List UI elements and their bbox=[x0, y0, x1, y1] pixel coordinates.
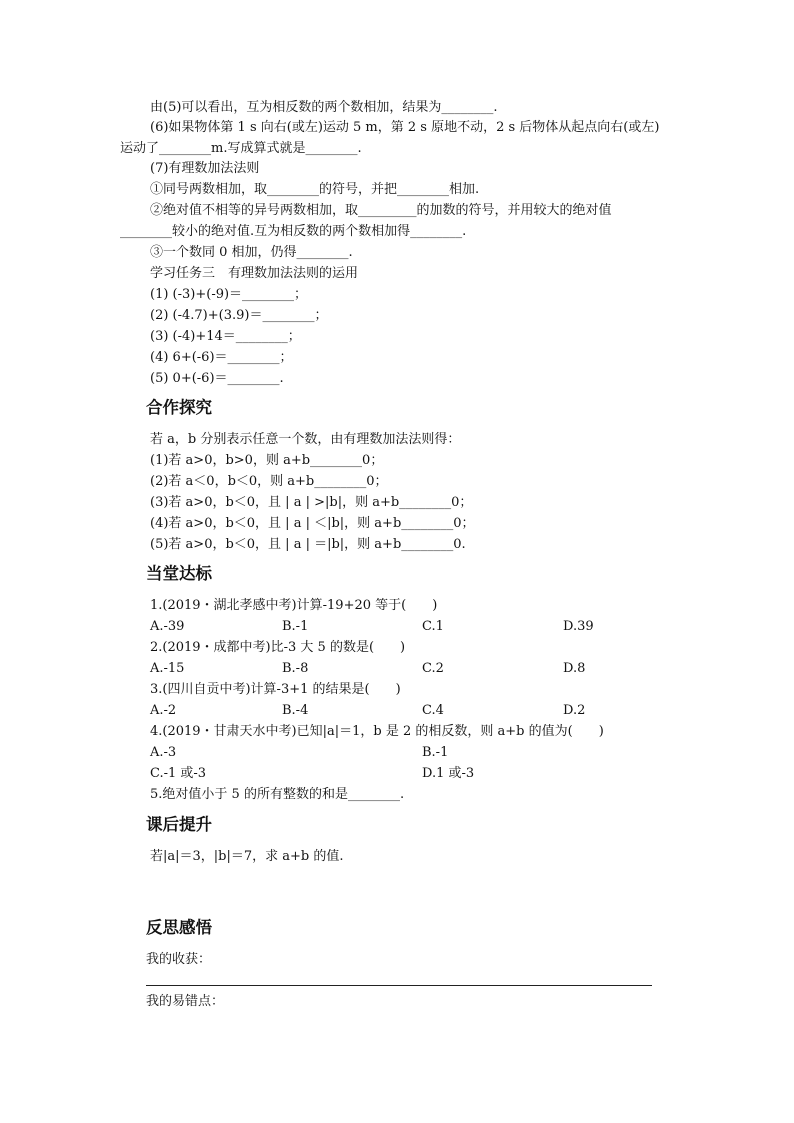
question-5: 5.绝对值小于 5 的所有整数的和是________. bbox=[150, 787, 405, 802]
question-2-option-b: B.-8 bbox=[282, 661, 309, 676]
question-3-option-b: B.-4 bbox=[282, 703, 309, 718]
question-1-option-b: B.-1 bbox=[282, 619, 309, 634]
sec2-line-6: ②绝对值不相等的异号两数相加，取_________的加数的符号，并用较大的绝对值 bbox=[150, 203, 612, 218]
question-2: 2.(2019・成都中考)比-3 大 5 的数是( ) bbox=[150, 640, 406, 655]
sec2-line-5: ①同号两数相加，取________的符号，并把________相加. bbox=[150, 182, 480, 197]
question-1: 1.(2019・湖北孝感中考)计算-19+20 等于( ) bbox=[150, 598, 438, 613]
coop-case-3: (3)若 a>0，b＜0，且 | a | >|b|，则 a+b________0； bbox=[150, 495, 473, 510]
question-4-option-c: C.-1 或-3 bbox=[150, 766, 207, 781]
coop-case-5: (5)若 a>0，b＜0，且 | a | ＝|b|，则 a+b________0. bbox=[150, 537, 466, 552]
question-1-option-c: C.1 bbox=[422, 619, 444, 634]
question-3-option-c: C.4 bbox=[422, 703, 444, 718]
question-2-option-c: C.2 bbox=[422, 661, 444, 676]
question-4-option-d: D.1 或-3 bbox=[422, 766, 475, 781]
task3-item-4: (4) 6+(-6)＝________； bbox=[150, 350, 293, 365]
task3-item-3: (3) (-4)+14＝________； bbox=[150, 329, 301, 344]
sec2-line-3: 运动了________m.写成算式就是________. bbox=[120, 141, 362, 156]
after-class-heading: 课后提升 bbox=[146, 815, 212, 834]
answer-line bbox=[146, 985, 652, 986]
question-3-option-a: A.-2 bbox=[150, 703, 177, 718]
sec2-line-8: ③一个数同 0 相加，仍得________. bbox=[150, 245, 353, 260]
coop-case-1: (1)若 a>0，b>0，则 a+b________0； bbox=[150, 453, 384, 468]
question-2-option-a: A.-15 bbox=[150, 661, 185, 676]
task3-item-5: (5) 0+(-6)＝________. bbox=[150, 371, 284, 386]
question-3: 3.(四川自贡中考)计算-3+1 的结果是( ) bbox=[150, 682, 401, 697]
after-class-problem: 若|a|＝3，|b|＝7，求 a+b 的值. bbox=[150, 849, 344, 864]
question-1-option-a: A.-39 bbox=[150, 619, 185, 634]
question-4: 4.(2019・甘肃天水中考)已知|a|＝1，b 是 2 的相反数，则 a+b 的值为( ) bbox=[150, 724, 604, 739]
sec2-line-2: (6)如果物体第 1 s 向右(或左)运动 5 m，第 2 s 原地不动，2 s 后物体从起点向右(或左) bbox=[150, 120, 660, 135]
coop-intro: 若 a，b 分别表示任意一个数，由有理数加法法则得： bbox=[150, 432, 461, 447]
coop-case-2: (2)若 a＜0，b＜0，则 a+b________0； bbox=[150, 474, 388, 489]
sec2-line-7: ________较小的绝对值.互为相反数的两个数相加得________. bbox=[120, 224, 467, 239]
reflection-heading: 反思感悟 bbox=[146, 918, 212, 937]
sec2-line-4: (7)有理数加法法则 bbox=[150, 161, 260, 176]
question-1-option-d: D.39 bbox=[563, 619, 594, 634]
my-gains-label: 我的收获： bbox=[146, 952, 212, 967]
task3-item-2: (2) (-4.7)+(3.9)＝________； bbox=[150, 308, 328, 323]
task3-item-1: (1) (-3)+(-9)＝________； bbox=[150, 287, 308, 302]
question-4-option-a: A.-3 bbox=[150, 745, 177, 760]
coop-heading: 合作探究 bbox=[146, 398, 212, 417]
question-4-option-b: B.-1 bbox=[422, 745, 449, 760]
class-heading: 当堂达标 bbox=[146, 564, 212, 583]
task3-title: 学习任务三 有理数加法法则的运用 bbox=[150, 266, 359, 281]
question-3-option-d: D.2 bbox=[563, 703, 586, 718]
sec2-line-1: 由(5)可以看出，互为相反数的两个数相加，结果为________. bbox=[150, 100, 498, 115]
coop-case-4: (4)若 a>0，b＜0，且 | a | ＜|b|，则 a+b________0； bbox=[150, 516, 475, 531]
my-mistakes-label: 我的易错点： bbox=[146, 994, 225, 1009]
question-2-option-d: D.8 bbox=[563, 661, 586, 676]
